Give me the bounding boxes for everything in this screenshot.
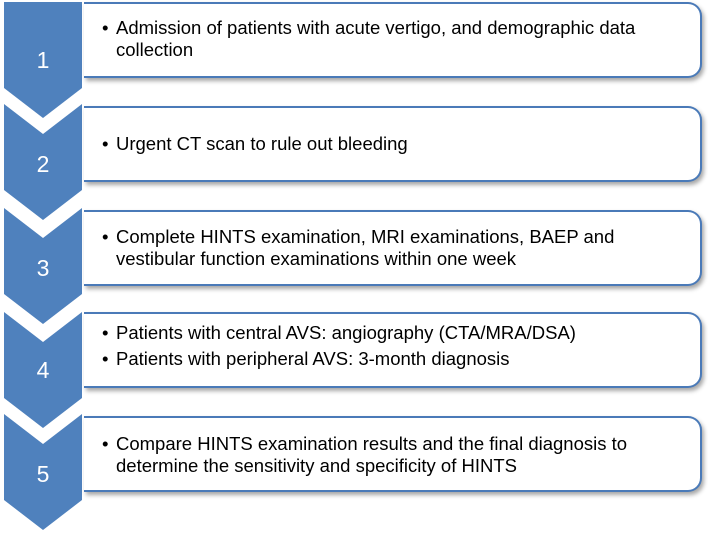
step-box (84, 2, 702, 78)
bullet-list (102, 433, 694, 477)
bullet-item: • Complete HINTS examination, MRI examinations, BAEP and vestibular function examinations within one week (102, 226, 694, 270)
bullet-list (102, 17, 694, 61)
step-3 (0, 208, 708, 324)
bullet-list (102, 322, 694, 370)
bullet-item: • Urgent CT scan to rule out bleeding (102, 133, 694, 155)
bullet-list (102, 133, 694, 155)
step-box (84, 210, 702, 286)
step-number: 1 (36, 47, 50, 73)
step-1 (0, 2, 708, 118)
step-number: 3 (36, 255, 50, 281)
step-2 (0, 104, 708, 220)
step-number: 4 (36, 357, 50, 383)
bullet-list (102, 226, 694, 270)
step-box (84, 312, 702, 388)
bullet-item: • Patients with peripheral AVS: 3-month diagnosis (102, 348, 694, 370)
bullet-item: • Patients with central AVS: angiography (CTA/MRA/DSA) (102, 322, 694, 344)
bullet-item: • Admission of patients with acute vertigo, and demographic data collection (102, 17, 694, 61)
step-4 (0, 312, 708, 428)
step-box (84, 416, 702, 492)
step-number: 2 (36, 151, 50, 177)
step-number: 5 (36, 461, 50, 487)
step-box (84, 106, 702, 182)
bullet-item: • Compare HINTS examination results and the final diagnosis to determine the sensitivity and specificity of HINTS (102, 433, 694, 477)
step-5 (0, 414, 708, 530)
